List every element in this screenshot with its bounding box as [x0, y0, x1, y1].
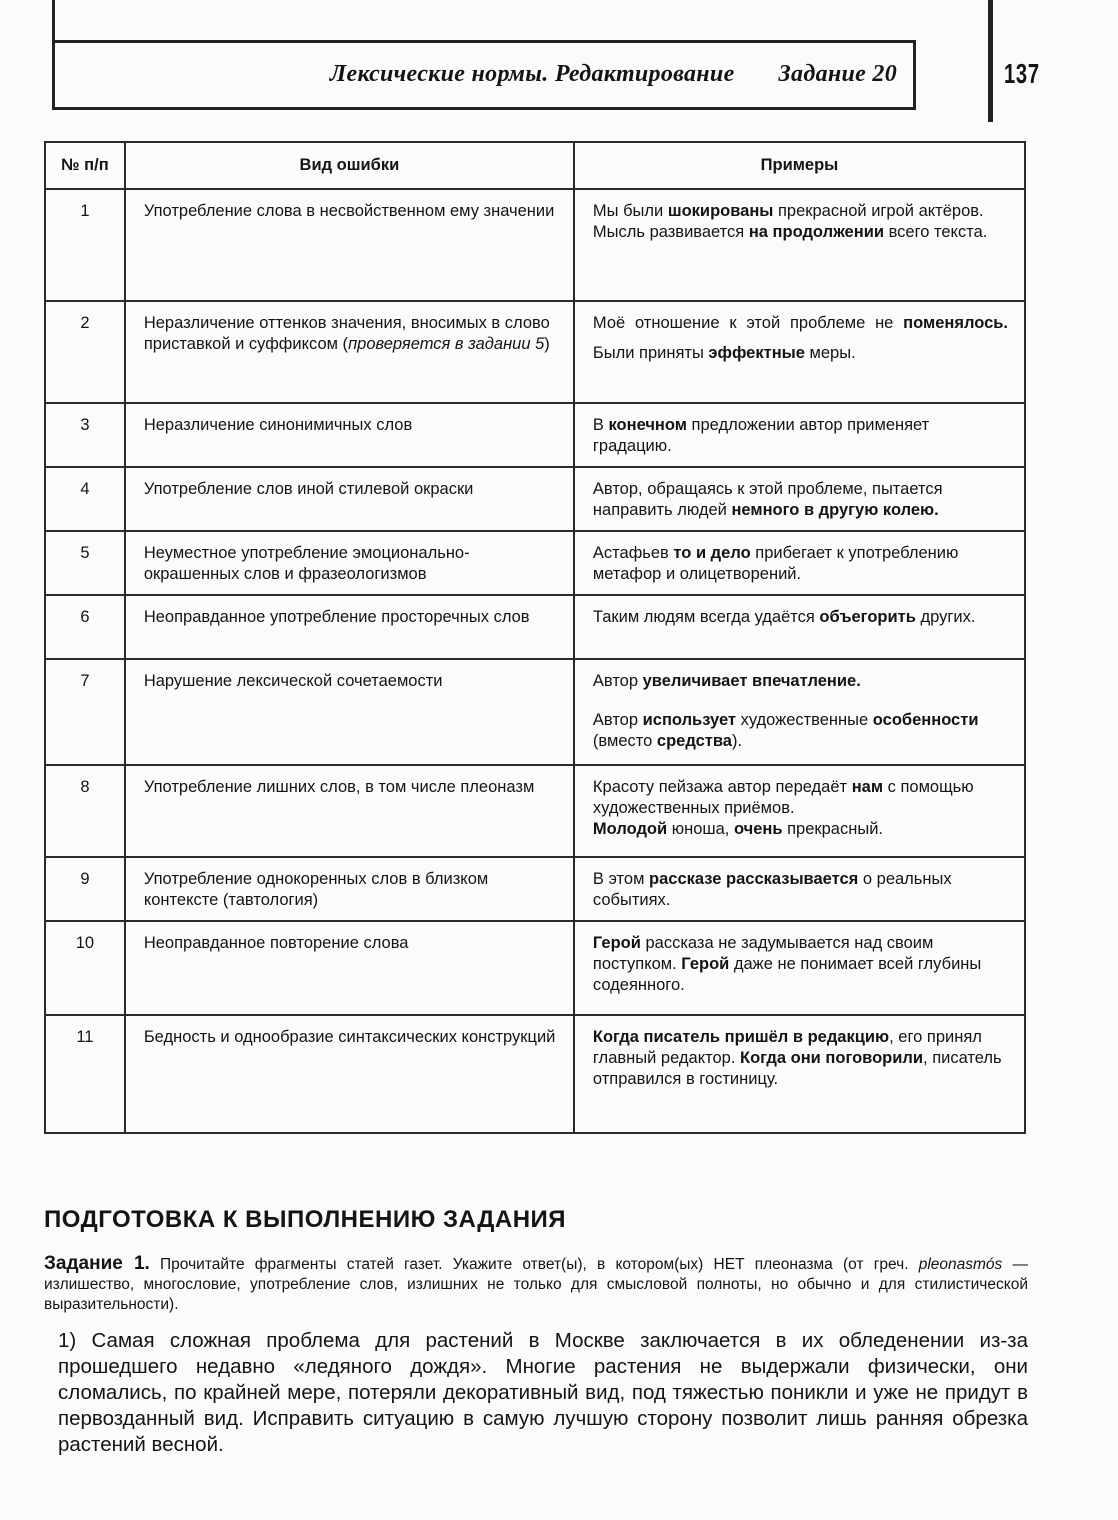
example-sentence [593, 710, 1008, 752]
examples [574, 857, 1025, 921]
examples [574, 531, 1025, 595]
example-highlight: эффектные [708, 344, 805, 362]
error-type-text: Употребление слов иной стилевой окраски [143, 480, 474, 498]
row-number: 5 [45, 531, 125, 595]
example-text: с помощью художественных приёмов. [592, 778, 974, 817]
task-label: Задание 20 [778, 61, 897, 87]
example-sentence [593, 343, 1008, 364]
page-number-rule [988, 0, 993, 122]
examples [574, 921, 1025, 1015]
row-number: 8 [45, 765, 125, 857]
table-row [45, 1015, 1025, 1133]
error-type [125, 659, 574, 765]
header-rule-vertical [52, 0, 55, 40]
example-highlight: очень [733, 820, 783, 838]
examples [574, 595, 1025, 659]
table-row [45, 531, 1025, 595]
task-1-text-after: — излишество, многословие, употребление слов, излишних не только для смысловой полноты, но обычно и для стилистической выразительности). [44, 1256, 1028, 1313]
example-text: Автор [592, 711, 643, 729]
example-text: В этом [592, 870, 650, 888]
task-1-term: pleonasmós [918, 1256, 1003, 1273]
example-sentence [593, 1027, 1008, 1090]
example-highlight: рассказе рассказывается [649, 870, 859, 888]
example-sentence [593, 222, 1008, 243]
example-text: (вместо [592, 732, 657, 750]
example-text: , его принял главный редактор. [592, 1028, 982, 1067]
error-type [125, 403, 574, 467]
table-header-row [45, 142, 1025, 189]
example-sentence [593, 415, 1008, 457]
example-sentence [593, 607, 1008, 628]
examples [574, 301, 1025, 403]
table-row [45, 403, 1025, 467]
example-highlight: на продолжении [748, 223, 884, 241]
error-type-text: Неоправданное употребление просторечных слов [143, 608, 530, 626]
example-sentence [593, 479, 1008, 521]
error-type-text: Неуместное употребление эмоционально-окрашенных слов и фразеологизмов [143, 544, 470, 583]
example-sentence [593, 869, 1008, 911]
table-row [45, 857, 1025, 921]
error-type-text: Употребление лишних слов, в том числе плеоназм [143, 778, 535, 796]
table-row [45, 921, 1025, 1015]
examples [574, 765, 1025, 857]
example-text: прекрасной игрой актёров. [773, 202, 984, 220]
example-highlight: увеличивает впечатление. [642, 672, 861, 690]
table-row [45, 765, 1025, 857]
example-text: Красоту пейзажа автор передаёт [592, 778, 852, 796]
example-sentence [593, 671, 1008, 692]
example-highlight: поменялось. [903, 314, 1008, 332]
example-text: рассказа не задумывается над своим поступком. [592, 934, 934, 973]
task-1-passage-1: 1) Самая сложная проблема для растений в Москве заключается в их обледенении из-за прошедшего недавно «ледяного дождя». Многие растения не выдержали физически, они сломались, по крайней мере, потеряли декоративный вид, под тяжестью поникли и уже не придут в первозданный вид. Исправить ситуацию в самую лучшую сторону позволит лишь ранняя обрезка растений весной. [58, 1329, 1028, 1456]
table-row [45, 595, 1025, 659]
error-type [125, 189, 574, 301]
example-highlight: использует [642, 711, 736, 729]
example-highlight: объегорить [819, 608, 916, 626]
example-text: ). [731, 732, 743, 750]
error-type [125, 595, 574, 659]
example-text: о реальных событиях. [592, 870, 952, 909]
error-type-text: Употребление слова в несвойственном ему значении [143, 202, 555, 220]
example-text: В [592, 416, 609, 434]
running-header-title [330, 61, 897, 88]
example-highlight: Когда они поговорили [740, 1049, 924, 1067]
example-text: , писатель отправился в гостиницу. [592, 1049, 1002, 1088]
example-text: Были приняты [592, 344, 709, 362]
example-text: Автор [592, 672, 643, 690]
error-type-text: Неоправданное повторение слова [143, 934, 409, 952]
error-type-text: Неразличение оттенков значения, вносимых в слово приставкой и суффиксом [143, 314, 550, 353]
example-text: других. [915, 608, 976, 626]
example-sentence [593, 777, 1008, 819]
error-type [125, 467, 574, 531]
example-sentence [593, 543, 1008, 585]
example-highlight: особенности [872, 711, 979, 729]
example-text: даже не понимает всей глубины содеянного. [592, 955, 982, 994]
section-name: Лексические нормы. Редактирование [329, 61, 735, 87]
example-text: Мысль развивается [592, 223, 749, 241]
error-type [125, 531, 574, 595]
example-text: юноша, [667, 820, 734, 838]
example-text: меры. [804, 344, 856, 362]
example-text: предложении автор применяет градацию. [592, 416, 930, 455]
examples [574, 1015, 1025, 1133]
example-highlight: немного в другую колею. [731, 501, 939, 519]
error-type-text: Бедность и однообразие синтаксических конструкций [143, 1028, 556, 1046]
example-highlight: шокированы [667, 202, 774, 220]
table-row [45, 467, 1025, 531]
table-row [45, 659, 1025, 765]
example-text: Астафьев [592, 544, 674, 562]
column-header-number: № п/п [45, 142, 125, 189]
error-type-text: Нарушение лексической сочетаемости [143, 672, 443, 690]
row-number: 11 [45, 1015, 125, 1133]
example-highlight: Молодой [592, 820, 668, 838]
section-heading: ПОДГОТОВКА К ВЫПОЛНЕНИЮ ЗАДАНИЯ [44, 1206, 567, 1233]
error-type [125, 857, 574, 921]
error-type [125, 921, 574, 1015]
error-type: Неразличение оттенков значения, вносимых в слово приставкой и суффиксом (проверяется в задании 5) [125, 301, 574, 403]
task-1-text-before: Прочитайте фрагменты статей газет. Укажите ответ(ы), в котором(ых) НЕТ плеоназма (от греч. [149, 1256, 919, 1273]
examples [574, 403, 1025, 467]
task-1-label: Задание 1. [44, 1253, 150, 1274]
column-header-error-type: Вид ошибки [125, 142, 574, 189]
example-highlight: Герой [592, 934, 641, 952]
row-number: 2 [45, 301, 125, 403]
examples [574, 189, 1025, 301]
lexical-errors-table [44, 141, 1026, 1134]
row-number: 4 [45, 467, 125, 531]
example-highlight: конечном [608, 416, 687, 434]
example-highlight: Герой [681, 955, 730, 973]
example-highlight: нам [851, 778, 884, 796]
error-type-note: проверяется в задании 5 [348, 335, 545, 353]
example-sentence [593, 313, 1008, 334]
error-type-text: Неразличение синонимичных слов [143, 416, 413, 434]
example-highlight: то и дело [673, 544, 751, 562]
error-type [125, 1015, 574, 1133]
running-header [52, 40, 916, 110]
example-text: всего текста. [883, 223, 988, 241]
row-number: 3 [45, 403, 125, 467]
error-type [125, 765, 574, 857]
row-number: 1 [45, 189, 125, 301]
task-1-instructions [44, 1254, 1028, 1315]
example-text: Таким людям всегда удаётся [592, 608, 820, 626]
error-type-text: Употребление однокоренных слов в близком контексте (тавтология) [143, 870, 489, 909]
example-text: художественные [736, 711, 873, 729]
examples [574, 467, 1025, 531]
row-number: 9 [45, 857, 125, 921]
page-number: 137 [1004, 58, 1040, 89]
example-text: Автор, обращаясь к этой проблеме, пытается направить людей [592, 480, 943, 519]
examples [574, 659, 1025, 765]
row-number: 7 [45, 659, 125, 765]
column-header-examples: Примеры [574, 142, 1025, 189]
example-highlight: Когда писатель пришёл в редакцию [592, 1028, 890, 1046]
example-sentence [593, 933, 1008, 996]
example-highlight: средства [656, 732, 732, 750]
example-text: прибегает к употреблению метафор и олицетворений. [592, 544, 959, 583]
example-text: прекрасный. [782, 820, 883, 838]
example-sentence [593, 201, 1008, 222]
table-row [45, 189, 1025, 301]
row-number: 6 [45, 595, 125, 659]
table-row [45, 301, 1025, 403]
example-text: Моё отношение к этой проблеме не [592, 314, 904, 332]
example-sentence [593, 819, 1008, 840]
example-text: Мы были [592, 202, 668, 220]
row-number: 10 [45, 921, 125, 1015]
